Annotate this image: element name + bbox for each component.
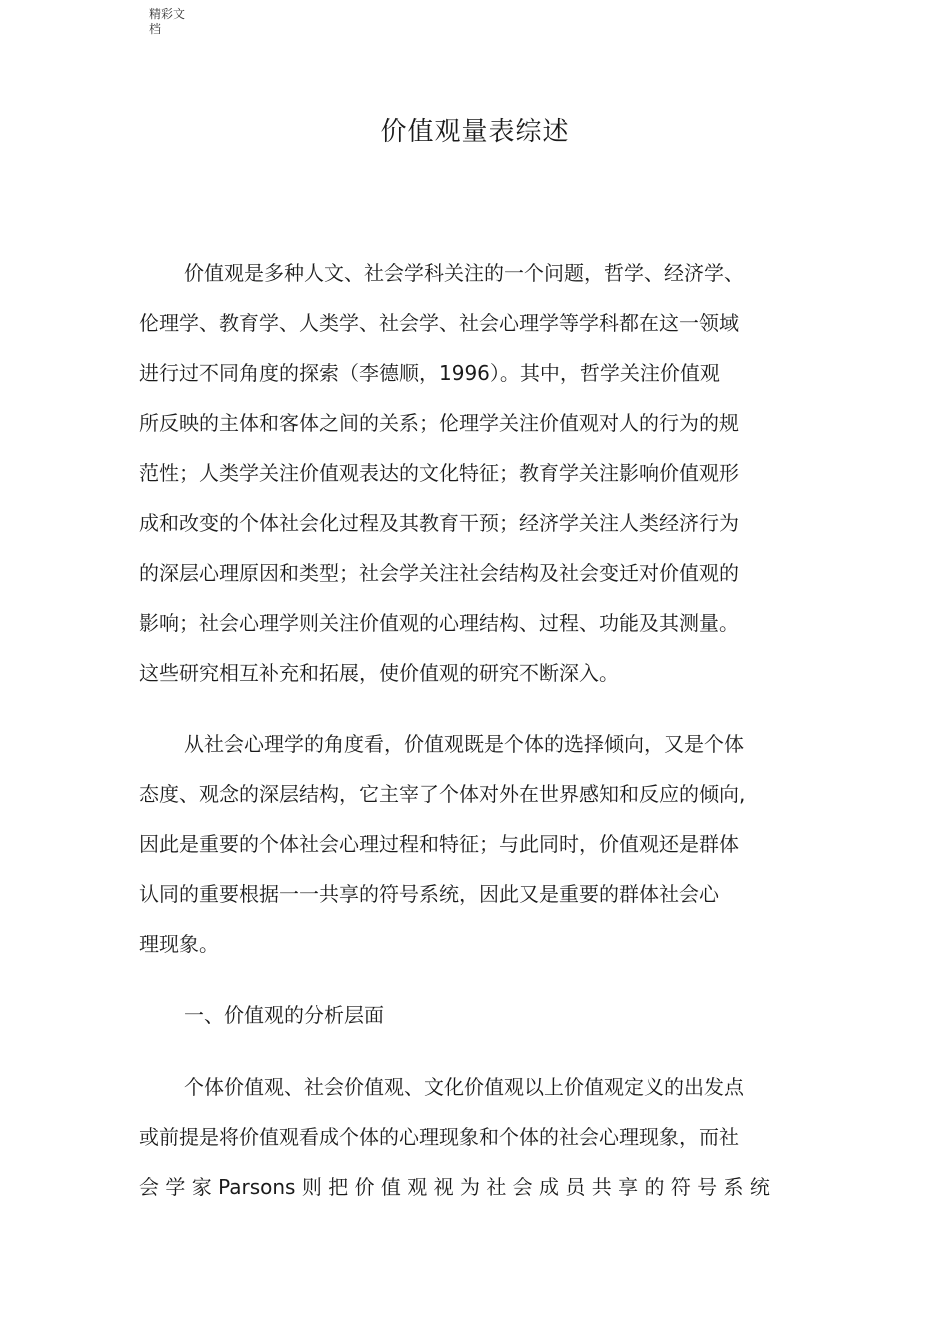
paragraph-line: 影响；社会心理学则关注价值观的心理结构、过程、功能及其测量。 [139,611,739,635]
paragraph-value-levels [139,1062,811,1212]
paragraph-line: 会 学 家 Parsons 则 把 价 值 观 视 为 社 会 成 员 共 享 的 符 号 系 统 [139,1175,770,1199]
paragraph-intro [139,248,811,698]
watermark-line-2: 档 [149,22,162,36]
paragraph-line: 从社会心理学的角度看，价值观既是个体的选择倾向，又是个体 [184,732,744,756]
section-heading: 一、价值观的分析层面 [184,1003,384,1027]
paragraph-line: 范性；人类学关注价值观表达的文化特征；教育学关注影响价值观形 [139,461,739,485]
paragraph-line: 个体价值观、社会价值观、文化价值观以上价值观定义的出发点 [184,1075,744,1099]
paragraph-line: 因此是重要的个体社会心理过程和特征；与此同时，价值观还是群体 [139,832,739,856]
paragraph-line: 认同的重要根据一一共享的符号系统，因此又是重要的群体社会心 [139,882,719,906]
document-title: 价值观量表综述 [380,117,570,147]
watermark-line-1: 精彩文 [149,7,186,21]
paragraph-line: 进行过不同角度的探索（李德顺，1996）。其中，哲学关注价值观 [139,361,720,385]
paragraph-social-psychology [139,719,811,969]
header-watermark [149,7,197,37]
paragraph-line: 所反映的主体和客体之间的关系；伦理学关注价值观对人的行为的规 [139,411,739,435]
paragraph-line: 或前提是将价值观看成个体的心理现象和个体的社会心理现象，而社 [139,1125,739,1149]
paragraph-line: 成和改变的个体社会化过程及其教育干预；经济学关注人类经济行为 [139,511,739,535]
paragraph-line: 理现象。 [139,932,219,956]
paragraph-line: 态度、观念的深层结构，它主宰了个体对外在世界感知和反应的倾向, [139,782,746,806]
paragraph-line: 伦理学、教育学、人类学、社会学、社会心理学等学科都在这一领域 [139,311,739,335]
paragraph-line: 这些研究相互补充和拓展，使价值观的研究不断深入。 [139,661,619,685]
section-heading-analysis-levels [139,990,811,1040]
paragraph-line: 的深层心理原因和类型；社会学关注社会结构及社会变迁对价值观的 [139,561,739,585]
paragraph-line: 价值观是多种人文、社会学科关注的一个问题，哲学、经济学、 [184,261,744,285]
